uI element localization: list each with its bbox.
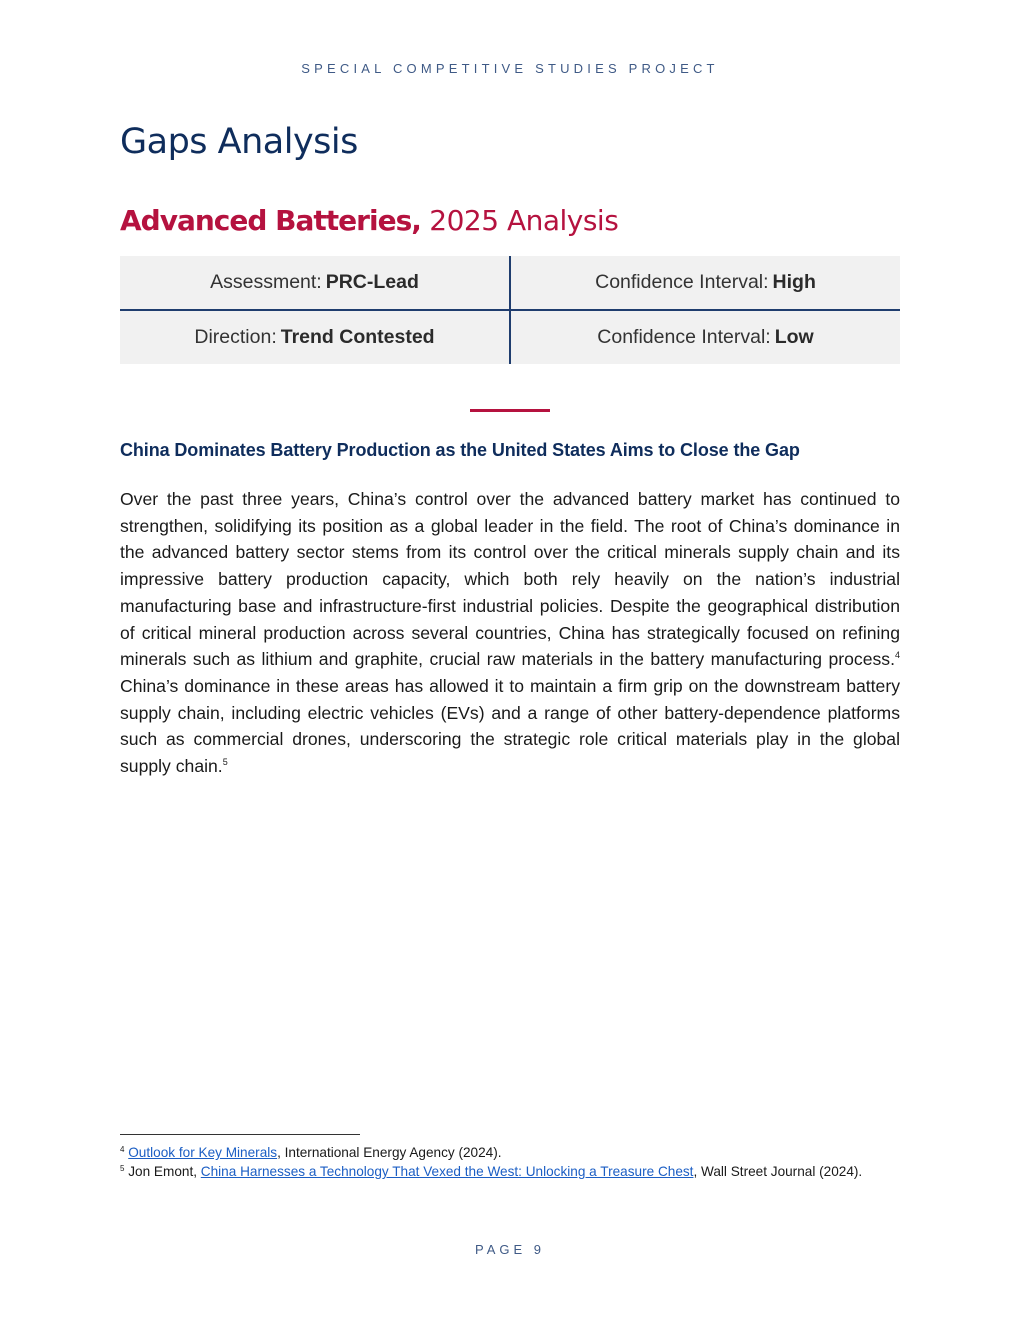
- direction-cell: [120, 311, 509, 364]
- subtitle-year: 2025 Analysis: [429, 204, 619, 237]
- subtitle-topic: Advanced Batteries,: [120, 204, 421, 237]
- confidence-label-1: Confidence Interval:: [595, 271, 769, 293]
- confidence-cell-2: [511, 311, 900, 364]
- body-paragraph: [120, 486, 900, 780]
- footnote-number: 5: [120, 1164, 125, 1173]
- confidence-label-2: Confidence Interval:: [597, 326, 771, 348]
- direction-value: Trend Contested: [280, 326, 435, 348]
- confidence-cell-1: [511, 256, 900, 309]
- page-title: Gaps Analysis: [120, 122, 358, 162]
- page-number: PAGE 9: [474, 1242, 545, 1257]
- direction-label: Direction:: [194, 326, 277, 348]
- footnotes: [120, 1143, 900, 1181]
- footnote-suffix: , International Energy Agency (2024).: [277, 1145, 502, 1160]
- footnote-ref-4[interactable]: 4: [894, 650, 900, 661]
- footnote-ref-5[interactable]: 5: [222, 757, 228, 768]
- accent-divider: [470, 409, 550, 412]
- assessment-table: [120, 256, 900, 364]
- report-header: SPECIAL COMPETITIVE STUDIES PROJECT: [301, 61, 719, 76]
- paragraph-text-1: Over the past three years, China’s control over the advanced battery market has continued to strengthen, solidifying its position as a global leader in the field. The root of China’s dominance in the advanced battery sector stems from its control over the critical minerals supply chain and its impressive battery production capacity, which both rely heavily on the nation’s industrial manufacturing base and infrastructure-first industrial policies. Despite the geographical distribution of critical mineral production across several countries, China has strategically focused on refining minerals such as lithium and graphite, crucial raw materials in the battery manufacturing process.: [120, 489, 900, 670]
- assessment-value: PRC-Lead: [325, 271, 419, 293]
- assessment-label: Assessment:: [210, 271, 322, 293]
- footnote-4: [120, 1143, 900, 1162]
- paragraph-text-2: China’s dominance in these areas has allowed it to maintain a firm grip on the downstream battery supply chain, including electric vehicles (EVs) and a range of other battery-dependence platforms such as commercial drones, underscoring the strategic role critical materials play in the global supply chain.: [120, 675, 900, 777]
- assessment-cell: [120, 256, 509, 309]
- footnote-5: [120, 1162, 900, 1181]
- footnote-separator: [120, 1134, 360, 1135]
- footnote-prefix: Jon Emont,: [128, 1164, 201, 1179]
- footnote-number: 4: [120, 1145, 125, 1154]
- footnote-suffix: , Wall Street Journal (2024).: [693, 1164, 863, 1179]
- section-subtitle: [120, 204, 618, 237]
- confidence-value-1: High: [772, 271, 816, 293]
- footnote-link-outlook[interactable]: Outlook for Key Minerals: [128, 1145, 278, 1160]
- footnote-link-wsj[interactable]: China Harnesses a Technology That Vexed the West: Unlocking a Treasure Chest: [200, 1164, 694, 1179]
- section-heading: China Dominates Battery Production as the United States Aims to Close the Gap: [120, 440, 800, 460]
- confidence-value-2: Low: [774, 326, 814, 348]
